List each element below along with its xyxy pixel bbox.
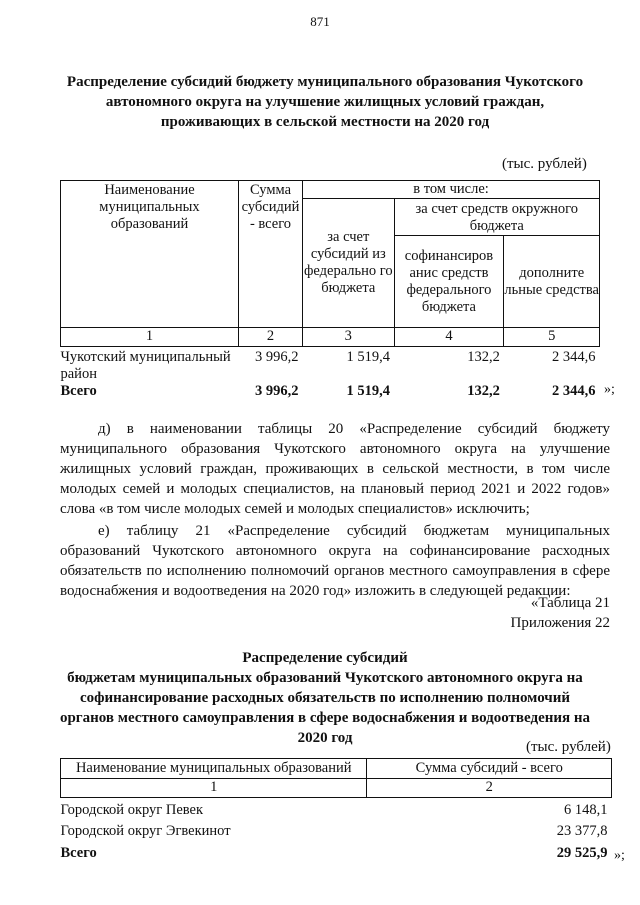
col-number: 5 [504,328,600,347]
header-additional: дополните льные средства [504,236,600,328]
col-number: 2 [238,328,302,347]
header-cofin: софинансиров анис средств федерального бюджета [394,236,504,328]
table2-title [40,648,610,748]
table-ref-line: «Таблица 21 [530,595,610,611]
total-sum: 3 996,2 [255,383,299,399]
header-name: Наименование муниципальных образований [61,759,367,779]
title-line: органов местного самоуправления в сфере водоснабжения и водоотведения на [59,710,591,726]
row-total: 6 148,1 [564,802,608,818]
table-reference [60,593,610,633]
paragraph-d: д) в наименовании таблицы 20 «Распределение субсидий бюджету муниципального образования Чукотского автономного округа на улучшение жилищных условий граждан, проживающих в сельской местности, в том числе молодых семей и молодых специалистов, на плановый период 2021 и 2022 годов» слова «в том числе молодых семей и молодых специалистов» исключить; [60,421,610,517]
row-name: Городской округ Певек [60,802,204,818]
title-line: Распределение субсидий бюджету муниципального образования Чукотского [66,74,584,90]
row-federal: 1 519,4 [346,349,391,365]
total-name: Всего [60,844,97,861]
total-row [61,383,600,400]
row-cofin: 132,2 [467,349,500,365]
closing-quote: »; [604,382,615,397]
row-additional: 2 344,6 [552,349,596,365]
units-label: (тыс. рублей) [502,156,587,172]
total-sum: 29 525,9 [556,844,608,861]
col-number: 4 [394,328,504,347]
title-line: Распределение субсидий [242,650,408,666]
table1-title [50,72,600,132]
title-line: 2020 год [297,730,353,746]
header-including: в том числе: [303,181,600,199]
row-total: 3 996,2 [255,349,299,365]
paragraph-e: е) таблицу 21 «Распределение субсидий бюджетам муниципальных образований Чукотского автономного округа на софинансирование расходных обязательств по исполнению полномочий органов местного самоуправления в сфере водоснабжения и водоотведения на 2020 год» изложить в следующей редакции: [60,523,610,599]
subsidy-table-1 [60,180,600,400]
header-federal: за счет субсидий из федерально го бюджета [303,199,395,328]
header-district: за счет средств окружного бюджета [394,199,599,236]
title-line: софинансирование расходных обязательств по исполнению полномочий [79,690,571,706]
total-cofin: 132,2 [467,383,500,399]
total-row [61,842,612,864]
units-label: (тыс. рублей) [526,739,611,755]
row-name: Городской округ Эгвекинот [60,822,231,839]
table-row [61,347,600,384]
total-federal: 1 519,4 [346,383,391,399]
row-total: 23 377,8 [556,822,608,839]
col-number: 1 [61,328,239,347]
header-name: Наименование муниципальных образований [61,181,239,328]
page-number: 871 [310,14,330,29]
header-total: Сумма субсидий - всего [238,181,302,328]
col-number: 1 [61,779,367,798]
total-additional: 2 344,6 [552,383,596,399]
row-name: Чукотский муниципальный район [60,349,231,382]
total-name: Всего [60,383,97,399]
closing-quote: »; [614,848,625,863]
col-number: 2 [367,779,612,798]
table-ref-line: Приложения 22 [510,615,610,631]
col-number: 3 [303,328,395,347]
header-total: Сумма субсидий - всего [367,759,612,779]
title-line: бюджетам муниципальных образований Чукотского автономного округа на [67,670,583,686]
table-row [61,820,612,842]
title-line: проживающих в сельской местности на 2020 год [160,114,490,130]
subsidy-table-2 [60,758,612,864]
table-row [61,798,612,820]
title-line: автономного округа на улучшение жилищных условий граждан, [105,94,545,110]
